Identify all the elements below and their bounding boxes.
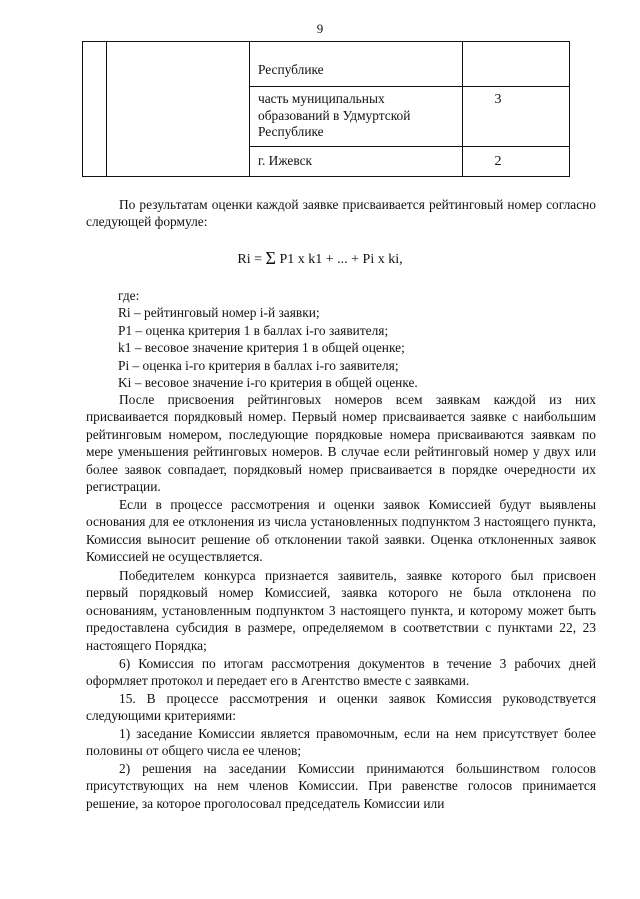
definition-item: P1 – оценка критерия 1 в баллах i-го заявителя;: [118, 322, 389, 338]
body-paragraph: Победителем конкурса признается заявитель, заявке которого был присвоен первый порядковый номер Комиссией, заявка которого не была отклонена по основаниям, установленным подпунктом 3 настоящего пункта, и которому может быть предоставлена субсидия в размере, определяемом в соответствии с пунктами 22, 23 настоящего Порядка;: [86, 568, 596, 653]
intro-paragraph: По результатам оценки каждой заявке присваивается рейтинговый номер согласно следующей формуле:: [86, 197, 596, 230]
formula-definitions: [118, 287, 598, 391]
table-cell-value: 2: [494, 154, 502, 169]
table-cell-label: часть муниципальных образований в Удмуртской Республике: [258, 91, 411, 140]
definition-item: Ki – весовое значение i-го критерия в общей оценке.: [118, 375, 418, 391]
formula-lhs: Ri =: [237, 252, 262, 267]
body-paragraph: Если в процессе рассмотрения и оценки заявок Комиссией будут выявлены основания для ее отклонения из числа установленных подпунктом 3 настоящего пункта, Комиссия выносит решение об отклонении такой заявки. Оценка отклоненных заявок Комиссией не осуществляется.: [86, 497, 596, 565]
definition-item: Pi – оценка i-го критерия в баллах i-го заявителя;: [118, 357, 399, 373]
body-paragraph: 15. В процессе рассмотрения и оценки заявок Комиссия руководствуется следующими критериями:: [86, 691, 596, 724]
body-paragraph: 2) решения на заседании Комиссии принимаются большинством голосов присутствующих на нем членов Комиссии. При равенстве голосов принимается решение, за которое проголосовал председатель Комиссии или: [86, 761, 596, 811]
table-cell-value: 3: [494, 92, 502, 107]
definition-item: Ri – рейтинговый номер i-й заявки;: [118, 305, 320, 321]
formula-rhs: P1 x k1 + ... + Pi x ki,: [279, 252, 403, 267]
body-paragraph: После присвоения рейтинговых номеров всем заявкам каждой из них присваивается порядковый номер. Первый номер присваивается заявке с наибольшим рейтинговым номером, последующие порядковые номера присваиваются заявкам по мере уменьшения рейтинговых номеров. В случае если рейтинговый номер у двух или более заявок совпадает, порядковый номер присваивается в порядке очередности их регистрации.: [86, 392, 596, 495]
page-number: 9: [316, 21, 324, 36]
body-paragraph: 1) заседание Комиссии является правомочным, если на нем присутствует более половины от общего числа ее членов;: [86, 726, 596, 759]
table-cell-label: Республике: [258, 62, 324, 77]
table-cell-label: г. Ижевск: [258, 153, 313, 168]
body-paragraph: 6) Комиссия по итогам рассмотрения документов в течение 3 рабочих дней оформляет протокол и передает его в Агентство вместе с заявками.: [86, 656, 596, 689]
rating-formula: [0, 250, 640, 268]
definitions-where: где:: [118, 288, 140, 303]
definition-item: k1 – весовое значение критерия 1 в общей оценке;: [118, 340, 405, 356]
sigma-symbol: Σ: [265, 248, 276, 268]
